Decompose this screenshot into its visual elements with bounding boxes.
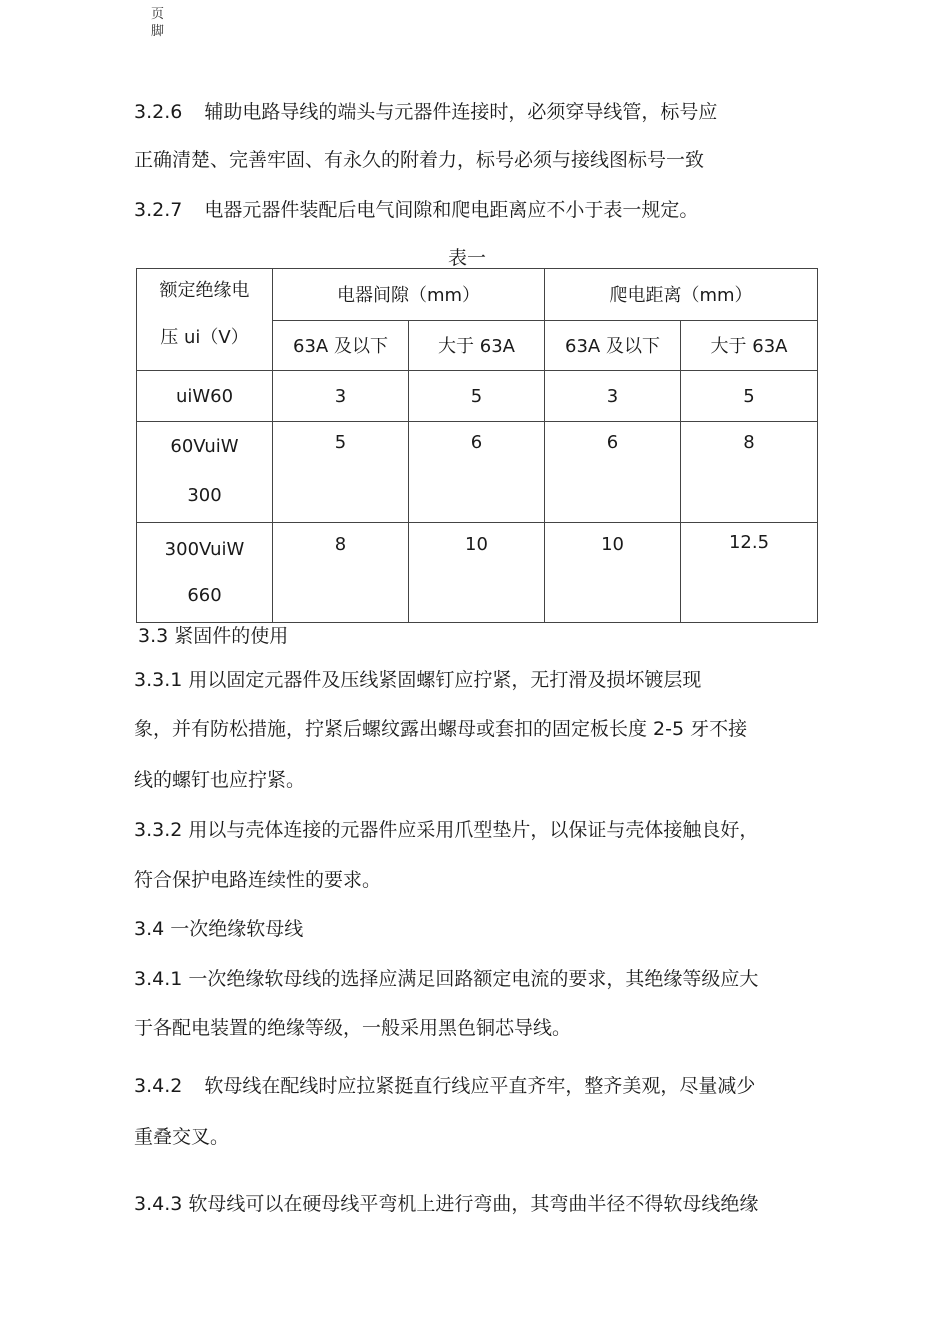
paragraph-3-2-7 xyxy=(134,198,698,222)
paragraph-3-4-1-line2: 于各配电装置的绝缘等级，一般采用黑色铜芯导线。 xyxy=(134,1017,572,1039)
subheader-clearance-above-63a: 大于 63A xyxy=(409,320,545,371)
row-voltage-label: uiW60 xyxy=(137,371,273,422)
paragraph-3-4-1-line1: 3.4.1 一次绝缘软母线的选择应满足回路额定电流的要求，其绝缘等级应大 xyxy=(134,968,759,990)
table-cell: 3 xyxy=(273,371,409,422)
clause-number: 3.2.6 xyxy=(134,101,183,123)
section-3-4-title: 3.4 一次绝缘软母线 xyxy=(134,918,304,940)
paragraph-3-3-1-line2: 象，并有防松措施，拧紧后螺纹露出螺母或套扣的固定板长度 2-5 牙不接 xyxy=(134,718,748,740)
table-cell: 12.5 xyxy=(681,523,818,623)
page-footer-label: 页 脚 xyxy=(151,7,165,39)
voltage-header-line1: 额定绝缘电 xyxy=(159,280,250,301)
table-row xyxy=(137,523,818,623)
paragraph-3-4-2-line1 xyxy=(134,1074,755,1098)
paragraph-3-2-6-line1 xyxy=(134,100,717,124)
row-voltage-label xyxy=(137,523,273,623)
row-voltage-label xyxy=(137,422,273,523)
clause-text: 软母线在配线时应拉紧挺直行线应平直齐牢，整齐美观，尽量减少 xyxy=(204,1075,756,1097)
clearance-creepage-table xyxy=(136,268,818,623)
creepage-distance-header: 爬电距离（mm） xyxy=(545,269,818,321)
table-row xyxy=(137,422,818,523)
paragraph-3-2-6-line2: 正确清楚、完善牢固、有永久的附着力，标号必须与接线图标号一致 xyxy=(134,149,705,171)
table-cell: 6 xyxy=(545,422,681,523)
clause-text: 电器元器件装配后电气间隙和爬电距离应不小于表一规定。 xyxy=(204,199,699,221)
table-cell: 5 xyxy=(409,371,545,422)
table-cell: 10 xyxy=(409,523,545,623)
table-cell: 5 xyxy=(273,422,409,523)
row-label-line1: 300VuiW xyxy=(164,539,245,560)
table-cell: 8 xyxy=(681,422,818,523)
paragraph-3-3-1-line1: 3.3.1 用以固定元器件及压线紧固螺钉应拧紧，无打滑及损坏镀层现 xyxy=(134,669,702,691)
voltage-header-cell xyxy=(137,269,273,371)
clause-number: 3.4.2 xyxy=(134,1075,183,1097)
paragraph-3-3-1-line3: 线的螺钉也应拧紧。 xyxy=(134,769,306,791)
voltage-header-line2: 压 ui（V） xyxy=(160,327,249,348)
paragraph-3-3-2-line1: 3.3.2 用以与壳体连接的元器件应采用爪型垫片，以保证与壳体接触良好， xyxy=(134,819,759,841)
subheader-clearance-63a-below: 63A 及以下 xyxy=(273,320,409,371)
clause-text: 辅助电路导线的端头与元器件连接时，必须穿导线管，标号应 xyxy=(204,101,718,123)
section-3-3-title: 3.3 紧固件的使用 xyxy=(138,625,289,647)
table-cell: 10 xyxy=(545,523,681,623)
table-caption: 表一 xyxy=(448,247,487,269)
table-cell: 8 xyxy=(273,523,409,623)
row-label-line2: 660 xyxy=(187,585,222,606)
clause-number: 3.2.7 xyxy=(134,199,183,221)
table-cell: 5 xyxy=(681,371,818,422)
row-label-line1: 60VuiW xyxy=(170,436,239,457)
subheader-creepage-63a-below: 63A 及以下 xyxy=(545,320,681,371)
electrical-clearance-header: 电器间隙（mm） xyxy=(273,269,545,321)
table-row xyxy=(137,371,818,422)
table-cell: 3 xyxy=(545,371,681,422)
paragraph-3-4-3-line1: 3.4.3 软母线可以在硬母线平弯机上进行弯曲，其弯曲半径不得软母线绝缘 xyxy=(134,1193,759,1215)
row-label-line2: 300 xyxy=(187,485,222,506)
table-cell: 6 xyxy=(409,422,545,523)
paragraph-3-3-2-line2: 符合保护电路连续性的要求。 xyxy=(134,869,382,891)
paragraph-3-4-2-line2: 重叠交叉。 xyxy=(134,1126,230,1148)
subheader-creepage-above-63a: 大于 63A xyxy=(681,320,818,371)
